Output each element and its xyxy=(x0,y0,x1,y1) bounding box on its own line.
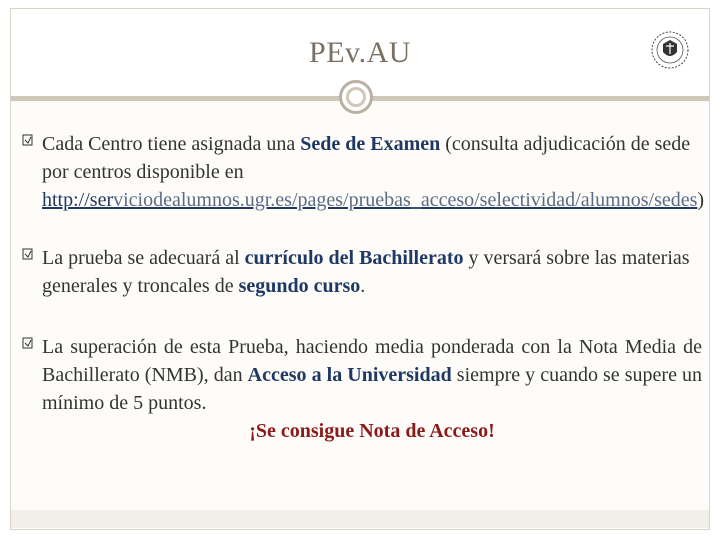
para3-bold-1: Acceso a la Universidad xyxy=(247,364,452,386)
para1-text-2: (consulta adjudicación de sede por centros disponible en xyxy=(42,133,691,183)
final-statement-text: ¡Se consigue Nota de Acceso! xyxy=(249,420,495,442)
page-title: PEv.AU xyxy=(309,36,411,69)
sedes-link[interactable] xyxy=(42,189,697,211)
bullet-icon xyxy=(22,335,34,347)
para2-text-1: La prueba se adecuará al xyxy=(42,247,245,269)
slide-content xyxy=(22,130,705,445)
para2-text-3: . xyxy=(360,275,366,297)
university-seal-icon xyxy=(650,28,690,72)
bullet-paragraph-2 xyxy=(22,244,702,300)
bullet-icon xyxy=(22,132,34,144)
para1-bold-1: Sede de Examen xyxy=(300,133,441,155)
sedes-link-part-2: viciodealumnos.ugr.es/pages/pruebas_acceso/selectividad/alumnos/sedes xyxy=(113,189,698,211)
para2-bold-1: currículo del Bachillerato xyxy=(244,247,464,269)
bullet-paragraph-1 xyxy=(22,130,705,214)
para3-text-2: siempre y cuando se supere un mínimo de 5 puntos. xyxy=(42,364,703,414)
nota-acceso-statement xyxy=(22,417,702,445)
para2-text-2: y versará sobre las materias generales y troncales de xyxy=(42,247,690,297)
bullet-paragraph-3 xyxy=(22,333,702,417)
sedes-link-part-1: http://ser xyxy=(42,189,114,211)
para1-text-1: Cada Centro tiene asignada una xyxy=(42,133,301,155)
para1-text-3: ) xyxy=(697,189,705,211)
para3-text-1: La superación de esta Prueba, haciendo media ponderada con la Nota Media de Bachillerato (NMB), dan xyxy=(42,336,702,386)
footer-band xyxy=(11,510,709,528)
bullet-icon xyxy=(22,246,34,258)
divider-ornament xyxy=(339,80,373,114)
para2-bold-2: segundo curso xyxy=(238,275,361,297)
